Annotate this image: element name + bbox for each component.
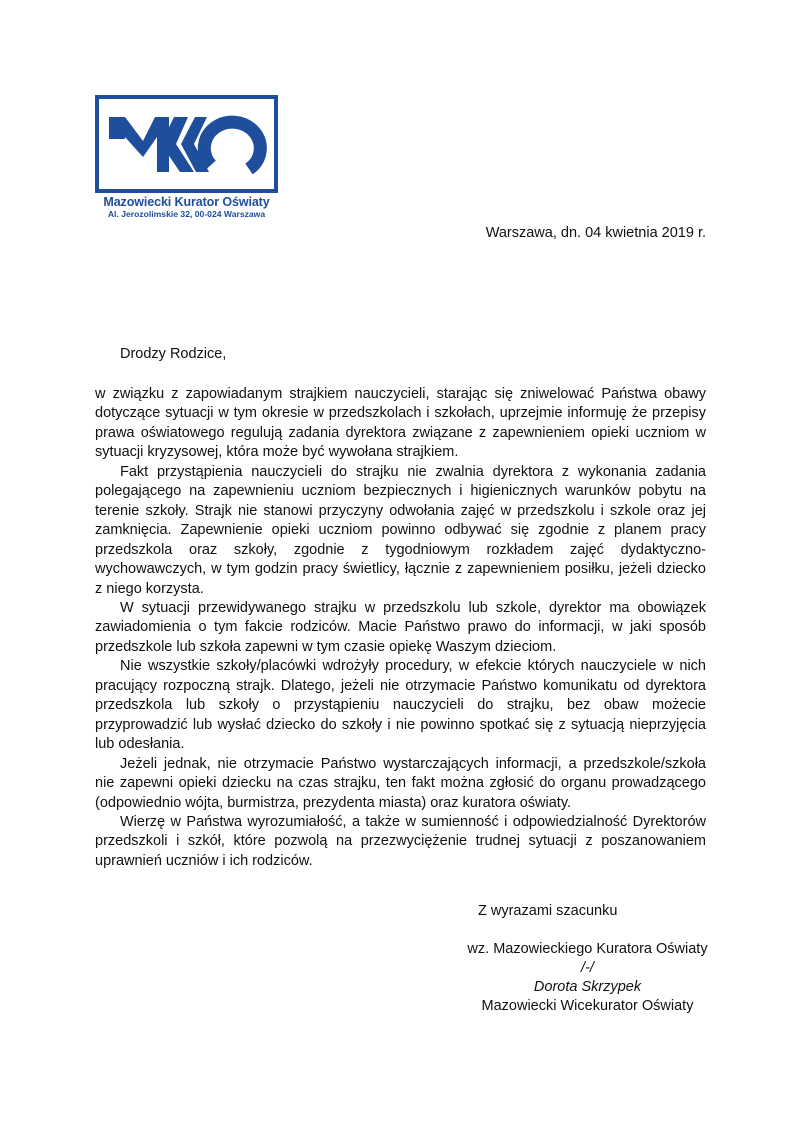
letterhead-logo [95,95,278,219]
date-line: Warszawa, dn. 04 kwietnia 2019 r. [485,225,706,241]
letter-body [95,385,706,871]
signature-block [400,940,775,1016]
greeting: Drodzy Rodzice, [120,346,227,362]
paragraph: Jeżeli jednak, nie otrzymacie Państwo wystarczających informacji, a przedszkole/szkoła nie zapewni opieki dziecku na czas strajku, ten fakt można zgłosić do organu prowadzącego (odpowiednio wójta, burmistrza, prezydenta miasta) oraz kuratora oświaty. [95,755,706,811]
logo-address: Al. Jerozolimskie 32, 00-024 Warszawa [107,209,266,219]
mko-logo-icon [95,95,278,193]
paragraph: W sytuacji przewidywanego strajku w przedszkolu lub szkole, dyrektor ma obowiązek zawiadomienia o tym fakcie rodziców. Macie Państwo prawo do informacji, w jaki sposób przedszkole lub szkoła zapewni w tym czasie opiekę Waszym dzieciom. [95,599,706,655]
paragraph: w związku z zapowiadanym strajkiem nauczycieli, starając się zniwelować Państwa obawy dotyczące sytuacji w tym okresie w przedszkolach i szkołach, uprzejmie informuję że przepisy prawa oświatowego regulują zadania dyrektora związane z zapewnieniem opieki uczniom w sytuacji kryzysowej, która może być wywołana strajkiem. [95,386,706,461]
logo-institution-name: Mazowiecki Kurator Oświaty [103,195,270,209]
paragraph: Nie wszystkie szkoły/placówki wdrożyły procedury, w efekcie których nauczyciele w nich pracujący rozpoczną strajk. Dlatego, jeżeli nie otrzymacie Państwo komunikatu od dyrektora przedszkola lub szkoły o przystąpieniu nauczycieli do strajku, bez obaw możecie przyprowadzić lub wysłać dziecko do szkoły i nie powinno spotkać się z sytuacją nieprzyjęcia lub odesłania. [95,658,706,753]
paragraph: Wierzę w Państwa wyrozumiałość, a także w sumienność i odpowiedzialność Dyrektorów przedszkoli i szkół, które pozwolą na przezwyciężenie trudnej sytuacji z poszanowaniem uprawnień uczniów i ich rodziców. [95,813,706,869]
mko-letters-icon [99,99,282,197]
signatory-name: Dorota Skrzypek [533,979,642,995]
signatory-title: Mazowiecki Wicekurator Oświaty [481,998,694,1014]
signature-signed-mark: /-/ [581,960,594,976]
paragraph: Fakt przystąpienia nauczycieli do strajku nie zwalnia dyrektora z wykonania zadania polegającego na zapewnieniu uczniom bezpiecznych i higienicznych warunków pobytu na terenie szkoły. Strajk nie stanowi przyczyny odwołania zajęć w przedszkolu i szkole oraz jej zamknięcia. Zapewnienie opieki uczniom powinno odbywać się zgodnie z planem pracy przedszkola oraz szkoły, zgodnie z tygodniowym rozkładem zajęć dydaktyczno-wychowawczych, w tym godzin pracy świetlicy, łącznie z zapewnieniem posiłku, jeżeli dziecko z niego korzysta. [95,463,706,597]
closing-salutation: Z wyrazami szacunku [478,903,618,919]
signature-on-behalf: wz. Mazowieckiego Kuratora Oświaty [467,941,708,957]
